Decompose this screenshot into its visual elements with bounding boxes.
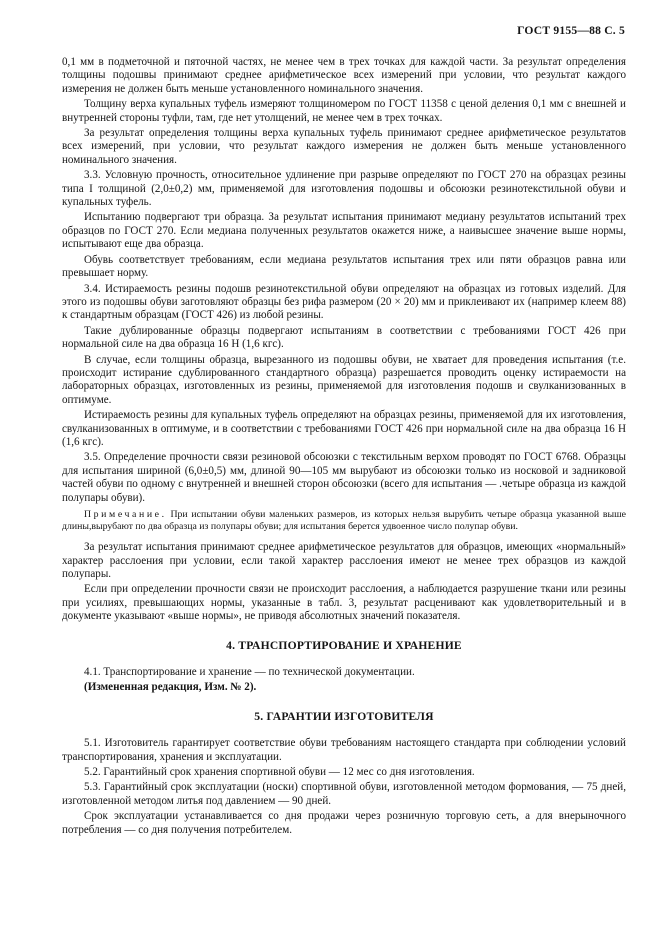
paragraph: Срок эксплуатации устанавливается со дня продажи через розничную торговую сеть, а для внерыночного потребления — со дня получения потребителем. [62,810,626,836]
paragraph: В случае, если толщины образца, вырезанного из подошвы обуви, не хватает для проведения испытания (т.е. происходит истирание сдублированного стандартного образца) разрешается проводить оценку истираемости на лабораторных образцах, изготовленных из резины, применяемой для изготовления подошв и свулканизованных в оптимуме. [62,353,626,406]
paragraph: 4.1. Транспортирование и хранение — по технической документации. [84,666,415,679]
paragraph: 5.2. Гарантийный срок хранения спортивной обуви — 12 мес со дня изготовления. [84,766,475,779]
paragraph: 3.3. Условную прочность, относительное удлинение при разрыве определяют по ГОСТ 270 на образцах резины типа I толщиной (2,0±0,2) мм, применяемой для изготовления подошвы и обсоюзки резинотекстильной обуви и купальных туфель. [62,169,626,209]
document-body [62,56,626,839]
paragraph: 3.5. Определение прочности связи резиновой обсоюзки с текстильным верхом проводят по ГОСТ 6768. Образцы для испытания шириной (6,0±0,5) мм, длиной 90—105 мм вырубают из обсоюзки только из носковой и задниковой частей обуви по одному с внутренней и внешней сторон обсоюзки (всего для испытания — .четыре образца из каждой полупары обуви). [62,451,626,504]
paragraph: За результат определения толщины верха купальных туфель принимают среднее арифметическое результатов всех измерений, при условии, что результат каждого измерения не должен быть меньше установленного номинального значения. [62,127,626,166]
paragraph: Если при определении прочности связи не происходит расслоения, а наблюдается разрушение ткани или резины при усилиях, превышающих нормы, указанные в табл. 3, результат расценивают как удовлетворительный и в документе указывают «выше нормы», не приводя абсолютных значений показателя. [62,583,626,623]
paragraph: 5.3. Гарантийный срок эксплуатации (носки) спортивной обуви, изготовленной методом формования, — 75 дней, изготовленной методом литья под давлением — 90 дней. [62,781,626,807]
paragraph: Такие дублированные образцы подвергают испытаниям в соответствии с требованиями ГОСТ 426 при нормальной силе на два образца 16 Н (1,6 кгс). [62,324,626,351]
section-title-5: 5. ГАРАНТИИ ИЗГОТОВИТЕЛЯ [254,709,434,723]
paragraph: 5.1. Изготовитель гарантирует соответствие обуви требованиям настоящего стандарта при соблюдении условий транспортирования, хранения и эксплуатации. [62,737,626,763]
amendment-note: (Измененная редакция, Изм. № 2). [84,681,257,694]
page-header: ГОСТ 9155—88 С. 5 [517,24,625,37]
paragraph: Обувь соответствует требованиям, если медиана результатов испытания трех или пяти образцов равна или превышает норму. [62,253,626,280]
paragraph: 0,1 мм в подметочной и пяточной частях, не менее чем в трех точках для каждой части. За результат определения толщины подошвы принимают среднее арифметическое всех измерений при условии, что результат каждого измерения не должен быть меньше установленного номинального значения. [62,56,626,95]
paragraph: Истираемость резины для купальных туфель определяют на образцах резины, применяемой для их изготовления, свулканизованных в оптимуме, и в соответствии с требованиями ГОСТ 426 при нормальной силе на два образца 16 Н (1,6 кгс). [62,409,626,448]
paragraph: Толщину верха купальных туфель измеряют толщиномером по ГОСТ 11358 с ценой деления 0,1 мм с внешней и внутренней стороны туфли, там, где нет утолщений, не менее чем в трех точках. [62,98,626,124]
note [62,509,626,532]
section-title-4: 4. ТРАНСПОРТИРОВАНИЕ И ХРАНЕНИЕ [226,638,462,652]
paragraph: Испытанию подвергают три образца. За результат испытания принимают медиану результатов испытаний трех образцов по ГОСТ 270. Если медиана полученных результатов окажется ниже, а наивысшее значение выше нормы, испытывают еще два образца. [62,211,626,251]
note-label: Примечание. [84,509,167,520]
note-text: При испытании обуви маленьких размеров, из которых нельзя вырубить четыре образца указанной выше длины,вырубают по два образца из полупары обуви; для испытания берется удвоенное число полупар обуви. [62,509,626,532]
paragraph: За результат испытания принимают среднее арифметическое результатов для образцов, имеющих «нормальный» характер расслоения при условии, если такой характер расслоения имеют не менее трех образцов из каждой полупары. [62,541,626,580]
paragraph: 3.4. Истираемость резины подошв резинотекстильной обуви определяют на образцах из готовых изделий. Для этого из подошвы обуви заготовляют образцы без рифа размером (20 × 20) мм и приклеивают их (например клеем 88) к стандартным образцам (ГОСТ 426) из любой резины. [62,282,626,322]
